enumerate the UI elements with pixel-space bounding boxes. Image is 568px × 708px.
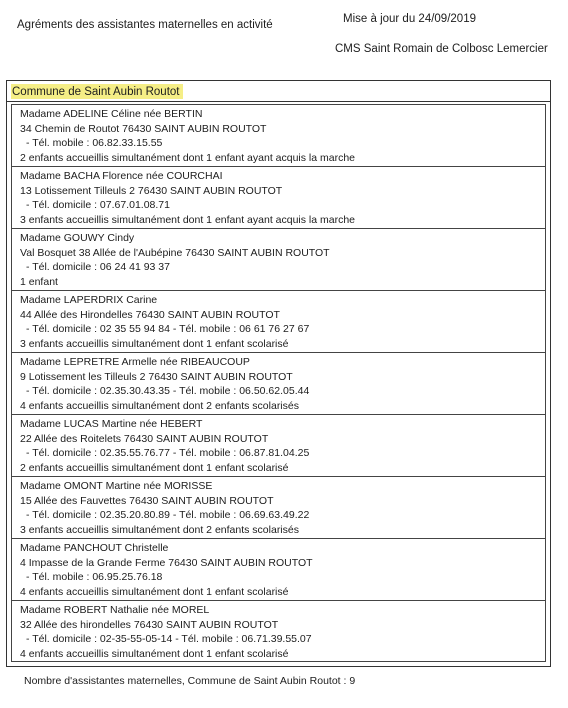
cms-name: CMS Saint Romain de Colbosc Lemercier — [335, 43, 548, 55]
footer-count: Nombre d'assistantes maternelles, Commune de Saint Aubin Routot : 9 — [24, 675, 356, 687]
entry-capacity: 2 enfants accueillis simultanément dont 1 enfant scolarisé — [20, 461, 289, 474]
list-item — [11, 166, 546, 228]
entry-phone: - Tél. domicile : 02-35-55-05-14 - Tél. mobile : 06.71.39.55.07 — [26, 633, 312, 645]
document-title: Agréments des assistantes maternelles en activité — [17, 19, 273, 31]
list-item — [11, 228, 546, 290]
entry-phone: - Tél. domicile : 06 24 41 93 37 — [26, 261, 170, 273]
entry-name: Madame GOUWY Cindy — [20, 232, 135, 244]
commune-table — [6, 80, 551, 667]
entry-name: Madame ROBERT Nathalie née MOREL — [20, 604, 210, 616]
entry-phone: - Tél. mobile : 06.82.33.15.55 — [26, 137, 163, 149]
entry-name: Madame LUCAS Martine née HEBERT — [20, 418, 203, 430]
entry-phone: - Tél. domicile : 02 35 55 94 84 - Tél. mobile : 06 61 76 27 67 — [26, 323, 310, 335]
entry-name: Madame LEPRETRE Armelle née RIBEAUCOUP — [20, 356, 250, 368]
entry-address: 34 Chemin de Routot 76430 SAINT AUBIN ROUTOT — [20, 122, 267, 135]
entry-capacity: 4 enfants accueillis simultanément dont 1 enfant scolarisé — [20, 647, 289, 660]
entry-capacity: 1 enfant — [20, 275, 58, 288]
entry-address: 9 Lotissement les Tilleuls 2 76430 SAINT AUBIN ROUTOT — [20, 370, 293, 383]
entry-capacity: 4 enfants accueillis simultanément dont 2 enfants scolarisés — [20, 399, 299, 412]
entry-capacity: 3 enfants accueillis simultanément dont 1 enfant scolarisé — [20, 337, 289, 350]
entry-address: 4 Impasse de la Grande Ferme 76430 SAINT AUBIN ROUTOT — [20, 556, 313, 569]
list-item — [11, 538, 546, 600]
entry-name: Madame PANCHOUT Christelle — [20, 542, 169, 554]
update-date: Mise à jour du 24/09/2019 — [343, 13, 476, 25]
list-item — [11, 476, 546, 538]
entry-capacity: 4 enfants accueillis simultanément dont 1 enfant scolarisé — [20, 585, 289, 598]
entry-address: 15 Allée des Fauvettes 76430 SAINT AUBIN ROUTOT — [20, 494, 274, 507]
entry-name: Madame OMONT Martine née MORISSE — [20, 480, 213, 492]
commune-label: Commune de Saint Aubin Routot — [11, 84, 183, 99]
list-item — [11, 104, 546, 166]
entry-name: Madame LAPERDRIX Carine — [20, 294, 158, 306]
list-item — [11, 290, 546, 352]
entry-phone: - Tél. domicile : 02.35.20.80.89 - Tél. mobile : 06.69.63.49.22 — [26, 509, 310, 521]
commune-header — [7, 81, 550, 102]
entry-capacity: 3 enfants accueillis simultanément dont 1 enfant ayant acquis la marche — [20, 213, 356, 226]
entry-address: Val Bosquet 38 Allée de l'Aubépine 76430 SAINT AUBIN ROUTOT — [20, 246, 330, 259]
list-item — [11, 600, 546, 662]
entries-list — [7, 102, 550, 666]
entry-capacity: 2 enfants accueillis simultanément dont 1 enfant ayant acquis la marche — [20, 151, 356, 164]
entry-capacity: 3 enfants accueillis simultanément dont 2 enfants scolarisés — [20, 523, 299, 536]
list-item — [11, 414, 546, 476]
entry-phone: - Tél. domicile : 02.35.55.76.77 - Tél. mobile : 06.87.81.04.25 — [26, 447, 310, 459]
entry-phone: - Tél. domicile : 02.35.30.43.35 - Tél. mobile : 06.50.62.05.44 — [26, 385, 310, 397]
entry-address: 13 Lotissement Tilleuls 2 76430 SAINT AUBIN ROUTOT — [20, 184, 283, 197]
entry-address: 44 Allée des Hirondelles 76430 SAINT AUBIN ROUTOT — [20, 308, 280, 321]
entry-address: 22 Allée des Roitelets 76430 SAINT AUBIN ROUTOT — [20, 432, 269, 445]
entry-phone: - Tél. domicile : 07.67.01.08.71 — [26, 199, 170, 211]
entry-name: Madame BACHA Florence née COURCHAI — [20, 170, 223, 182]
entry-address: 32 Allée des hirondelles 76430 SAINT AUBIN ROUTOT — [20, 618, 279, 631]
entry-name: Madame ADELINE Céline née BERTIN — [20, 108, 203, 120]
entry-phone: - Tél. mobile : 06.95.25.76.18 — [26, 571, 163, 583]
list-item — [11, 352, 546, 414]
